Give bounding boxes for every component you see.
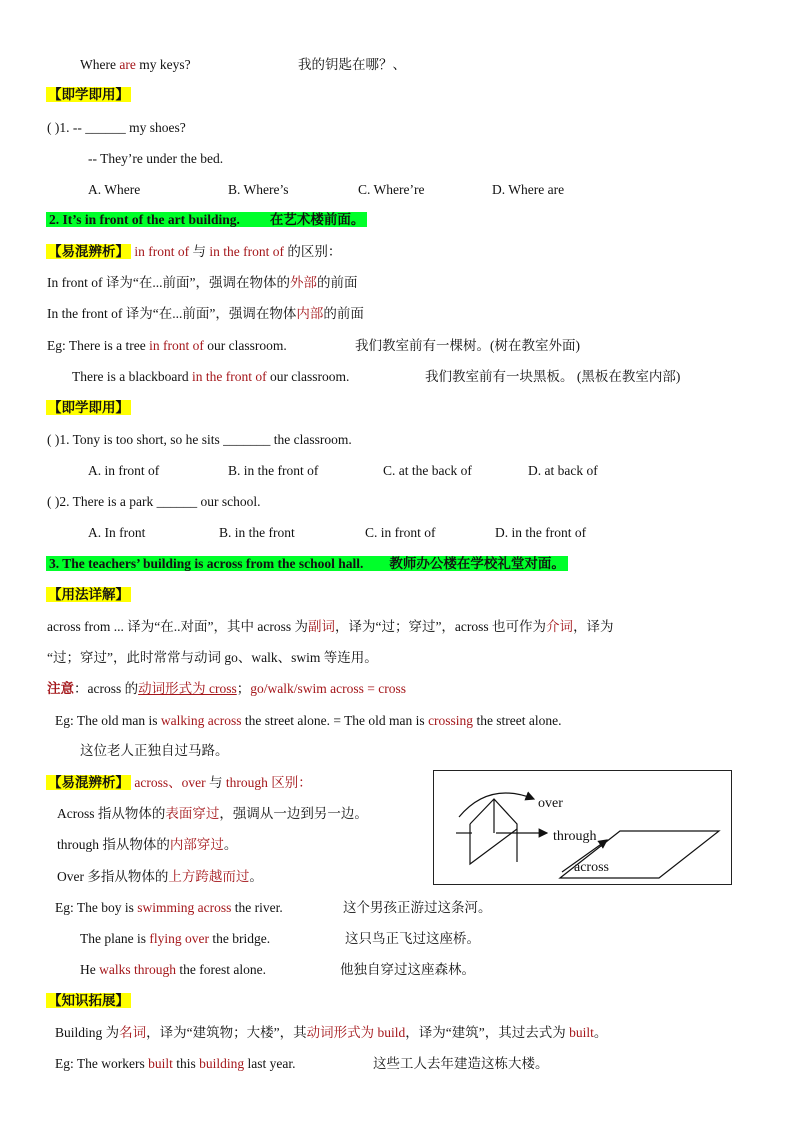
conf3-b: 与: [208, 775, 223, 790]
confusion-tag: 【易混辨析】: [48, 775, 129, 790]
s3-eg-swim-zh: 这个男孩正游过这条河。: [343, 900, 492, 915]
conf-c: in the front of: [206, 244, 288, 259]
section-2-heading: [46, 211, 367, 229]
section-3-heading-bar: [46, 556, 568, 571]
q2-1-option-a: A. in front of: [88, 463, 160, 478]
across-over-through-diagram: [433, 770, 732, 885]
s3-a1-a: Across 指从物体的: [57, 806, 166, 821]
k-line-2-zh: 这些工人去年建造这栋大楼。: [373, 1056, 549, 1071]
s3-eg-fly: [80, 930, 270, 948]
intro-en-rest: my keys?: [135, 57, 191, 72]
s2-l1-end: 的前面: [316, 275, 358, 290]
section-2-heading-bar: [46, 212, 367, 227]
k1-b: ，译为“建筑物；大楼”，其: [146, 1025, 307, 1040]
conf-b: 与: [192, 244, 206, 259]
q2-2-option-a: A. In front: [88, 525, 146, 540]
k1-red3: built: [569, 1025, 594, 1040]
confusion-line-2: [46, 243, 341, 261]
s3-eg-a: Eg: The old man is: [55, 713, 161, 728]
s3-a3-red: 上方跨越而过: [168, 869, 250, 884]
s3-eg-b: the street alone. = The old man is: [241, 713, 429, 728]
usage-tag-line: [46, 586, 131, 604]
confusion-tag: 【易混辨析】: [48, 244, 129, 259]
s3-a3-a: Over 多指从物体的: [57, 869, 169, 884]
practice-tag-2: [46, 399, 131, 417]
k2-b: this: [172, 1056, 200, 1071]
s2-line-1: [47, 274, 357, 292]
s2-l2-end: 的前面: [323, 306, 364, 321]
k1-d: 。: [593, 1025, 608, 1040]
s3-through-line: [57, 836, 237, 854]
s2-eg-1-zh: 我们教室前有一棵树。(树在教室外面): [355, 338, 580, 353]
s3-across-line: [57, 805, 368, 823]
knowledge-tag-line: [46, 992, 131, 1010]
s3-note-a: ：across 的: [74, 681, 139, 696]
confusion-line-3: [46, 774, 312, 792]
intro-en: Where: [80, 57, 120, 72]
q1-1-option-a: A. Where: [88, 182, 141, 197]
q2-2-option-d: D. in the front of: [495, 525, 587, 540]
s3-a2-red: 内部穿过: [169, 837, 224, 852]
q2-1-stem: ( )1. Tony is too short, so he sits _______ the classroom.: [47, 432, 352, 447]
s3-eg: [55, 712, 562, 730]
k1-a: Building 为: [55, 1025, 120, 1040]
k2-a: Eg: The workers: [55, 1056, 149, 1071]
s2-eg1-b: our classroom.: [203, 338, 287, 353]
intro-zh: 我的钥匙在哪？、: [298, 57, 406, 72]
s2-eg2-a: There is a blackboard: [72, 369, 192, 384]
s3-e2-red: flying over: [149, 931, 209, 946]
s3-over-line: [57, 868, 263, 886]
k2-c: last year.: [244, 1056, 296, 1071]
s3-a2-a: through 指从物体的: [57, 837, 170, 852]
s2-eg-1: [47, 337, 287, 355]
k2-red2: building: [199, 1056, 245, 1071]
s3-e3-a: He: [80, 962, 100, 977]
s3-e1-a: Eg: The boy is: [55, 900, 138, 915]
practice-tag-label: 【即学即用】: [48, 87, 129, 102]
s3-eg-walk-zh: 他独自穿过这座森林。: [340, 962, 475, 977]
k-line-1: [55, 1024, 607, 1042]
s3-u1-red1: 副词: [307, 619, 335, 634]
s3-u1-red2: 介词: [546, 619, 574, 634]
s3-note-c: go/walk/swim across = cross: [250, 681, 406, 696]
s3-eg-fly-zh: 这只鸟正飞过这座桥。: [345, 931, 480, 946]
s3-eg-red2: crossing: [428, 713, 474, 728]
s2-eg2-b: our classroom.: [266, 369, 350, 384]
s2-l2-red: 内部: [296, 306, 324, 321]
s2-eg1-a: Eg: There is a tree: [47, 338, 150, 353]
conf3-a: across、over: [131, 775, 209, 790]
label-over: over: [538, 796, 563, 811]
s3-eg-walk: [80, 961, 266, 979]
section-3-heading: [46, 555, 568, 573]
k1-red1: 名词: [119, 1025, 147, 1040]
s2-l1-red: 外部: [289, 275, 317, 290]
section-2-heading-en: 2. It’s in front of the art building.: [49, 212, 240, 227]
s3-u1-b: ，译为“过；穿过”，across 也可作为: [334, 619, 547, 634]
section-2-heading-zh: 在艺术楼前面。: [269, 212, 365, 227]
s2-eg-2: [72, 368, 349, 386]
s3-note: [47, 680, 406, 698]
section-3-heading-zh: 教师办公楼在学校礼堂对面。: [389, 556, 565, 571]
conf-a: in front of: [131, 244, 193, 259]
q2-2-option-b: B. in the front: [219, 525, 295, 540]
s3-usage-1: [47, 618, 614, 636]
s3-u1-a: across from ... 译为“在..对面”，其中 across 为: [47, 619, 308, 634]
s2-l1-text: In front of 译为“在...前面”，强调在物体的: [47, 275, 290, 290]
q2-1-option-c: C. at the back of: [383, 463, 472, 478]
section-3-heading-en: 3. The teachers’ building is across from the school hall.: [49, 556, 364, 571]
s3-e1-b: the river.: [231, 900, 283, 915]
s2-eg2-red: in the front of: [191, 369, 267, 384]
intro-line: [80, 56, 191, 74]
over-arrow: [459, 793, 534, 817]
q1-1-answer: -- They’re under the bed.: [88, 151, 224, 166]
s2-l2-text: In the front of 译为“在...前面”，强调在物体: [47, 306, 297, 321]
k1-red2: 动词形式为 build: [306, 1025, 406, 1040]
k-line-2: [55, 1055, 296, 1073]
s3-e2-a: The plane is: [80, 931, 150, 946]
s2-eg1-red: in front of: [149, 338, 204, 353]
s3-usage-2: “过；穿过”，此时常常与动词 go、walk、swim 等连用。: [47, 650, 378, 665]
knowledge-tag: 【知识拓展】: [48, 993, 129, 1008]
diagram-svg: [434, 771, 733, 886]
s3-note-u: 动词形式为 cross: [138, 681, 237, 696]
s3-eg-red1: walking across: [160, 713, 242, 728]
practice-tag-1: [46, 86, 131, 104]
s3-e2-b: the bridge.: [208, 931, 271, 946]
s3-eg-swim: [55, 899, 283, 917]
q2-2-option-c: C. in front of: [365, 525, 436, 540]
q1-1-stem: ( )1. -- ______ my shoes?: [47, 120, 186, 135]
s3-a3-b: 。: [249, 869, 263, 884]
s3-e3-b: the forest alone.: [176, 962, 266, 977]
label-across: across: [574, 860, 609, 875]
s3-eg-zh: 这位老人正独自过马路。: [80, 743, 229, 758]
k2-red1: built: [148, 1056, 173, 1071]
practice-tag-label: 【即学即用】: [48, 400, 129, 415]
conf-d: 的区别：: [287, 244, 342, 259]
s3-eg-c: the street alone.: [473, 713, 562, 728]
conf3-c: through 区别：: [222, 775, 312, 790]
s3-a1-red: 表面穿过: [165, 806, 220, 821]
s3-a2-b: 。: [223, 837, 238, 852]
q1-1-option-c: C. Where’re: [358, 182, 425, 197]
s3-e1-red: swimming across: [137, 900, 232, 915]
s2-eg-2-zh: 我们教室前有一块黑板。 (黑板在教室内部): [425, 369, 681, 384]
q2-1-option-d: D. at back of: [528, 463, 598, 478]
label-through: through: [553, 829, 597, 844]
q2-1-option-b: B. in the front of: [228, 463, 319, 478]
q1-1-option-d: D. Where are: [492, 182, 565, 197]
s3-e3-red: walks through: [99, 962, 176, 977]
s3-u1-c: ，译为: [573, 619, 614, 634]
q1-1-option-b: B. Where’s: [228, 182, 289, 197]
intro-are: are: [119, 57, 136, 72]
s3-a1-b: ，强调从一边到另一边。: [219, 806, 368, 821]
s3-note-label: 注意: [47, 681, 74, 696]
k1-c: ，译为“建筑”，其过去式为: [405, 1025, 570, 1040]
s2-line-2: [47, 305, 364, 323]
q2-2-stem: ( )2. There is a park ______ our school.: [47, 494, 261, 509]
s3-note-b: ；: [236, 681, 251, 696]
usage-tag: 【用法详解】: [48, 587, 129, 602]
